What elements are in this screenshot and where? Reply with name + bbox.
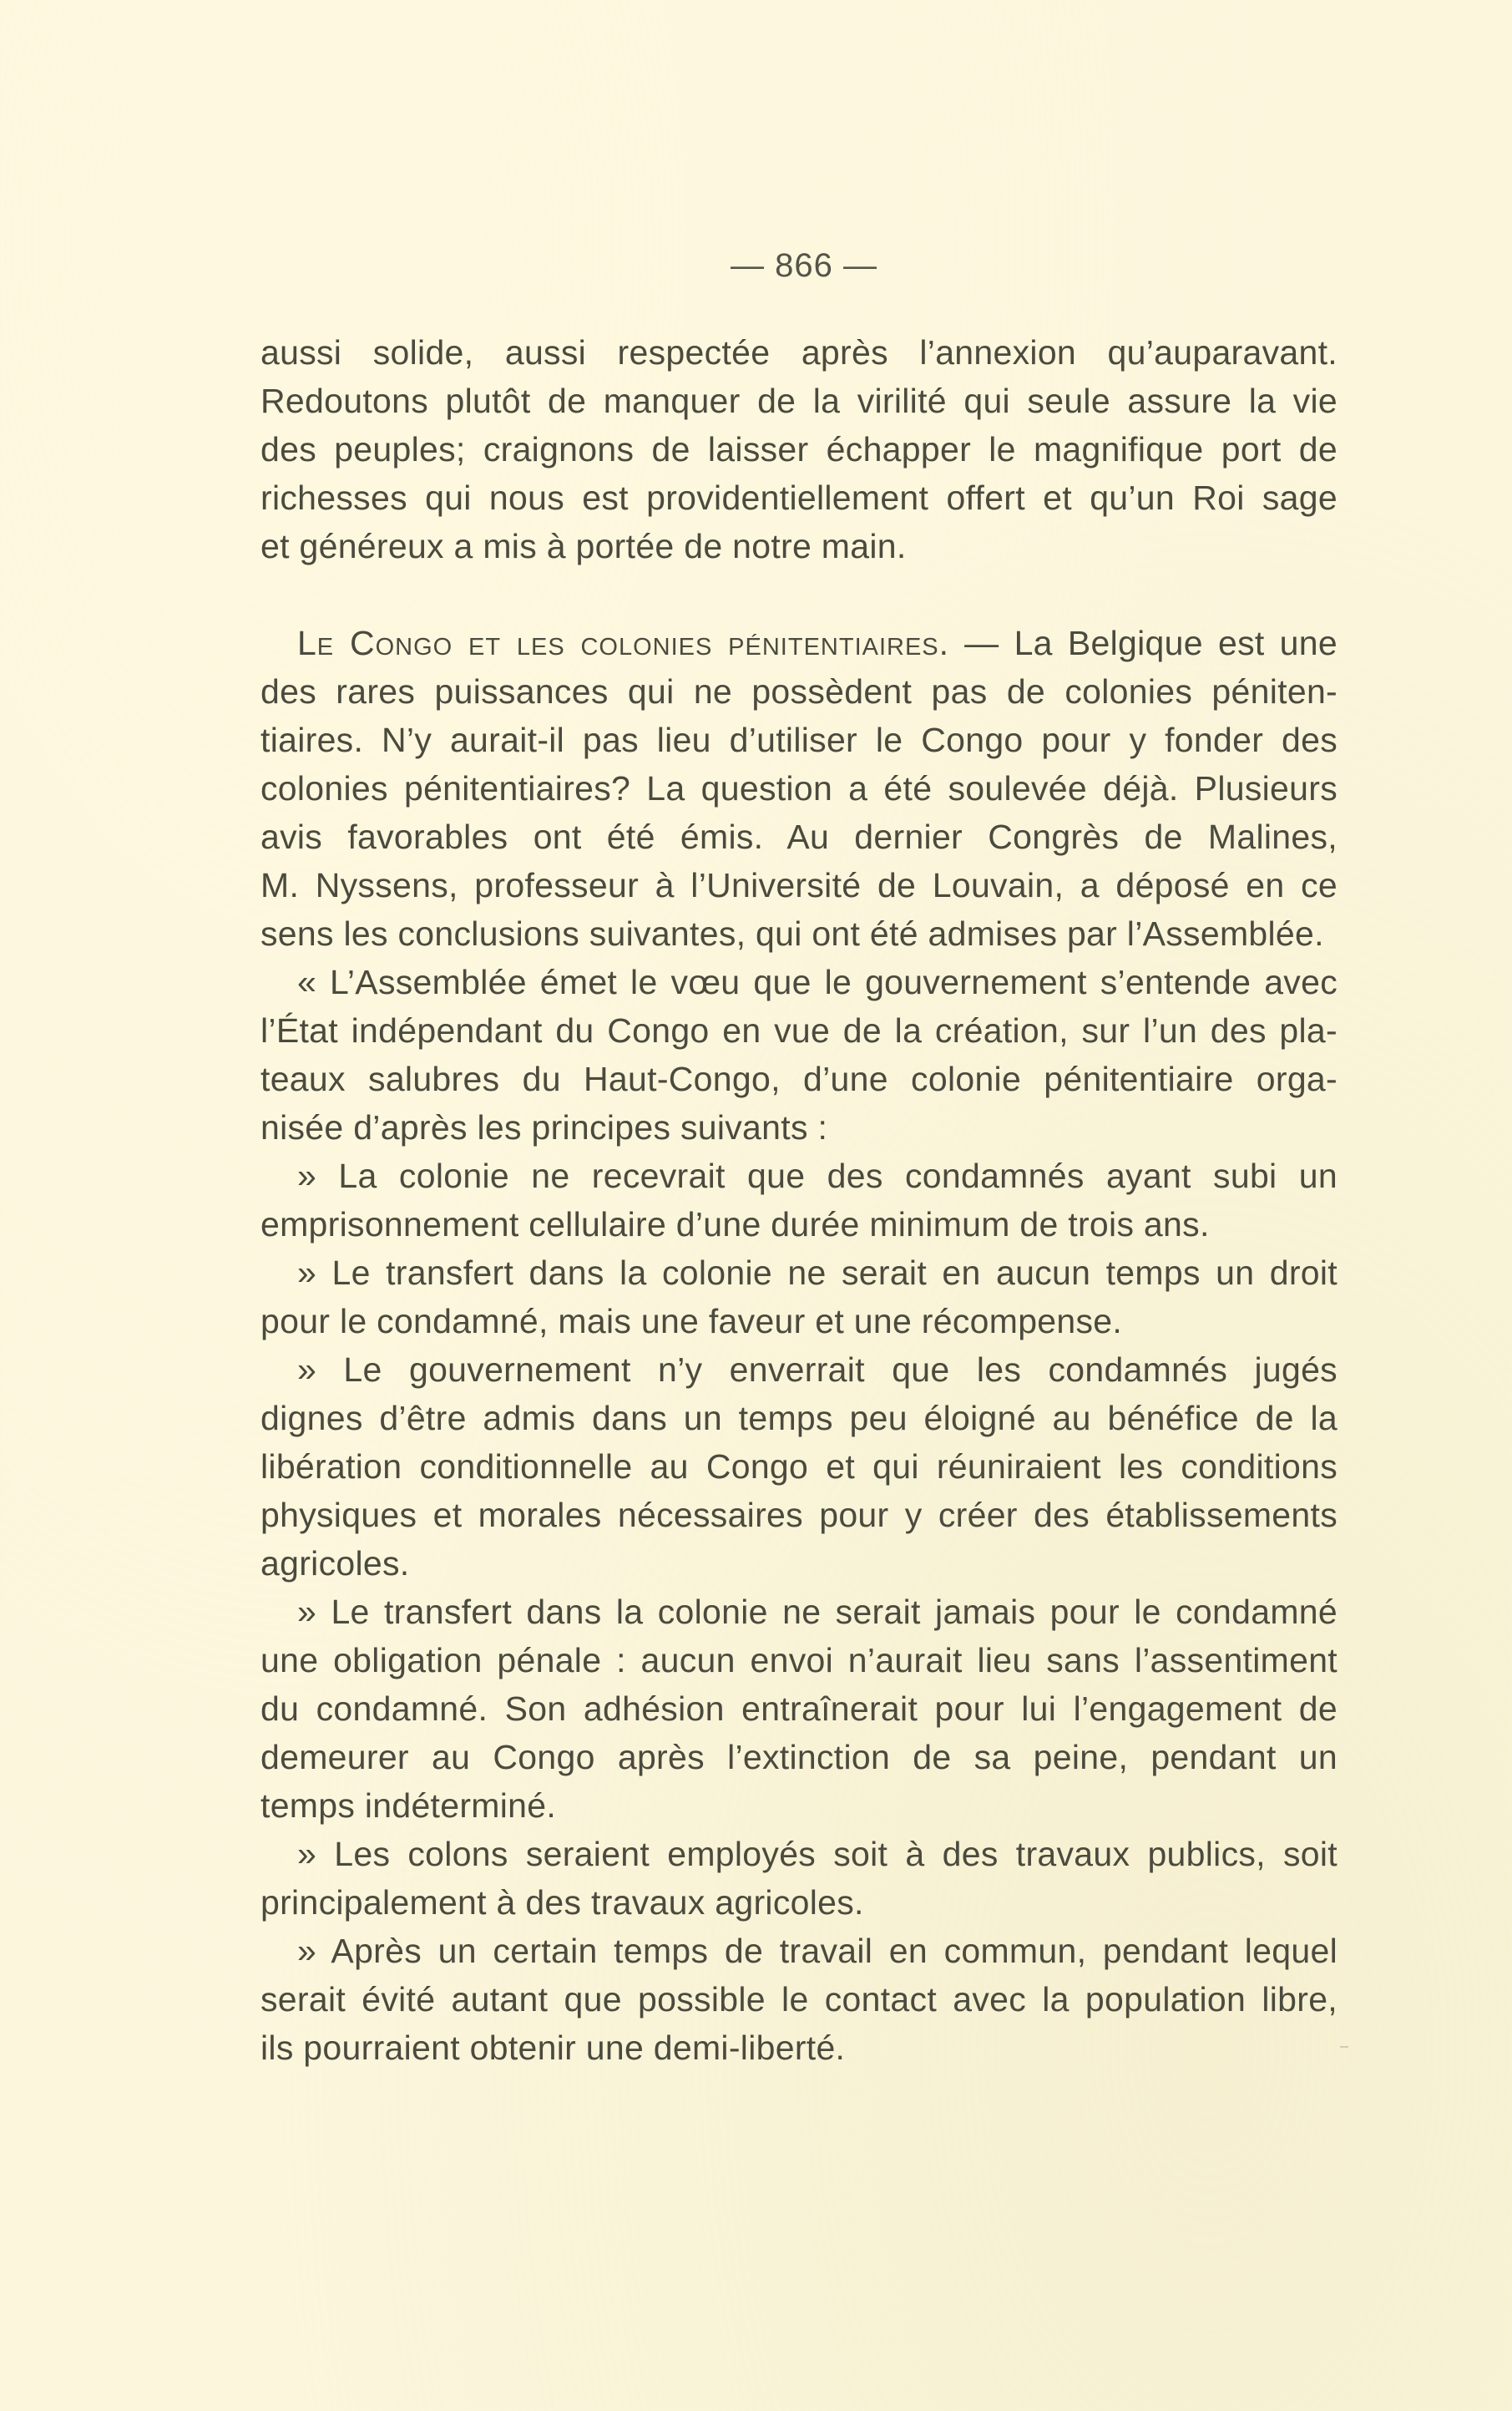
body-text — [260, 328, 1338, 2072]
text-line — [260, 619, 1338, 667]
principle-item — [260, 1927, 1338, 2072]
paragraph-gap — [260, 570, 1338, 619]
text-line: richesses qui nous est providentiellement offert et qu’un Roi sage — [260, 479, 1338, 517]
text-line: des rares puissances qui ne possèdent pas de colonies péniten- — [260, 672, 1338, 711]
text-line: teaux salubres du Haut-Congo, d’une colonie pénitentiaire orga- — [260, 1060, 1338, 1098]
text-line: libération conditionnelle au Congo et qui réuniraient les conditions — [260, 1447, 1338, 1486]
text-line: tiaires. N’y aurait-il pas lieu d’utiliser le Congo pour y fonder des — [260, 721, 1338, 759]
text-line: » Le gouvernement n’y enverrait que les condamnés jugés — [297, 1350, 1338, 1389]
text-line: Redoutons plutôt de manquer de la virilité qui seule assure la vie — [260, 382, 1338, 420]
text-line: et généreux a mis à portée de notre main. — [260, 527, 907, 565]
text-line: demeurer au Congo après l’extinction de sa peine, pendant un — [260, 1738, 1338, 1776]
text-line: sens les conclusions suivantes, qui ont été admises par l’Assemblée. — [260, 914, 1324, 953]
text-line: principalement à des travaux agricoles. — [260, 1883, 864, 1922]
section-heading: Le Congo et les colonies pénitentiaires. — [297, 624, 950, 662]
text-line: emprisonnement cellulaire d’une durée minimum de trois ans. — [260, 1205, 1210, 1243]
text-line: « L’Assemblée émet le vœu que le gouvernement s’entende avec — [297, 963, 1338, 1001]
text-line: » Le transfert dans la colonie ne serait en aucun temps un droit — [297, 1254, 1338, 1292]
text-line: aussi solide, aussi respectée après l’annexion qu’auparavant. — [260, 333, 1338, 372]
text-line: colonies pénitentiaires? La question a été soulevée déjà. Plusieurs — [260, 769, 1338, 808]
text-line: serait évité autant que possible le contact avec la population libre, — [260, 1980, 1338, 2018]
text-line: avis favorables ont été émis. Au dernier Congrès de Malines, — [260, 818, 1338, 856]
principle-item — [260, 1249, 1338, 1345]
principle-item — [260, 1830, 1338, 1927]
text-line: M. Nyssens, professeur à l’Université de Louvain, a déposé en ce — [260, 866, 1338, 904]
text-line: dignes d’être admis dans un temps peu éloigné au bénéfice de la — [260, 1399, 1338, 1437]
paragraph-annexion — [260, 328, 1338, 570]
text-line: une obligation pénale : aucun envoi n’aurait lieu sans l’assentiment — [260, 1641, 1338, 1679]
page-number: — 866 — — [731, 247, 877, 284]
quotation-vow — [260, 958, 1338, 1152]
paper-speck — [1340, 2046, 1348, 2048]
heading-continuation: — La Belgique est une — [949, 624, 1338, 662]
text-line: » Après un certain temps de travail en commun, pendant lequel — [297, 1932, 1338, 1970]
text-line: pour le condamné, mais une faveur et une récompense. — [260, 1302, 1123, 1340]
section-congo-colonies — [260, 619, 1338, 958]
principle-item — [260, 1345, 1338, 1588]
principle-item — [260, 1152, 1338, 1249]
principle-item — [260, 1588, 1338, 1830]
text-line: l’État indépendant du Congo en vue de la création, sur l’un des pla- — [260, 1011, 1338, 1050]
text-line: » La colonie ne recevrait que des condamnés ayant subi un — [297, 1157, 1338, 1195]
text-line: nisée d’après les principes suivants : — [260, 1108, 828, 1147]
text-line: ils pourraient obtenir une demi-liberté. — [260, 2029, 846, 2067]
text-line: des peuples; craignons de laisser échapper le magnifique port de — [260, 430, 1338, 469]
text-line: temps indéterminé. — [260, 1786, 557, 1825]
text-line: » Les colons seraient employés soit à des travaux publics, soit — [297, 1835, 1338, 1873]
text-line: du condamné. Son adhésion entraînerait pour lui l’engagement de — [260, 1689, 1338, 1728]
text-line: agricoles. — [260, 1544, 410, 1583]
text-line: » Le transfert dans la colonie ne serait jamais pour le condamné — [297, 1593, 1338, 1631]
text-line: physiques et morales nécessaires pour y créer des établissements — [260, 1496, 1338, 1534]
